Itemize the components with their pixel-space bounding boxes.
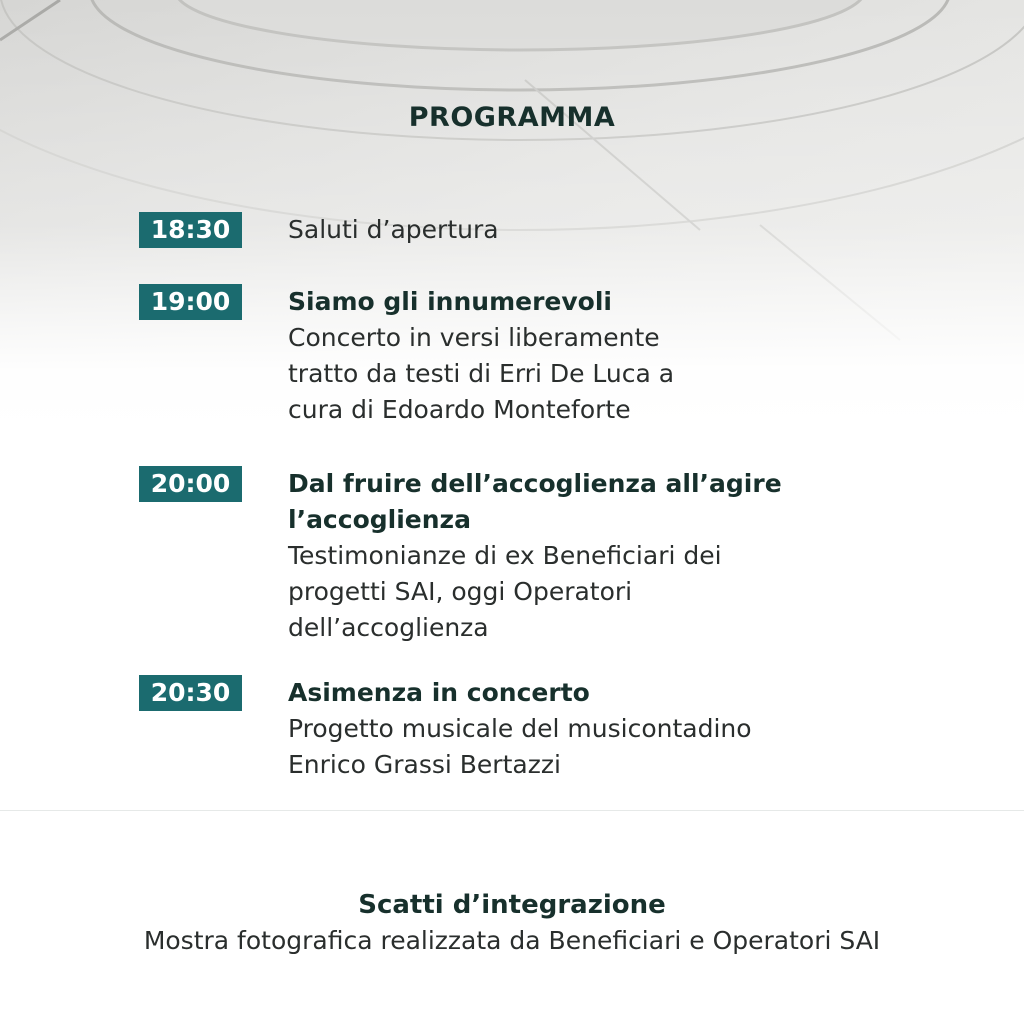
exhibition-subtitle: Mostra fotografica realizzata da Beneficiari e Operatori SAI xyxy=(143,926,881,955)
item-description-line: Progetto musicale del musicontadino xyxy=(288,714,752,743)
item-description-line: Enrico Grassi Bertazzi xyxy=(288,750,561,779)
time-badge: 18:30 xyxy=(139,212,242,248)
time-badge: 19:00 xyxy=(139,284,242,320)
item-text xyxy=(288,466,928,646)
section-divider xyxy=(0,810,1024,811)
item-description-line: cura di Edoardo Monteforte xyxy=(288,395,631,424)
item-description-line: Concerto in versi liberamente xyxy=(288,323,660,352)
item-headline: Asimenza in concerto xyxy=(288,678,590,707)
item-text xyxy=(288,284,928,428)
item-description-line: Testimonianze di ex Beneficiari dei xyxy=(288,541,722,570)
item-description-line: Saluti d’apertura xyxy=(288,215,499,244)
item-headline: Siamo gli innumerevoli xyxy=(288,287,612,316)
item-description-line: progetti SAI, oggi Operatori xyxy=(288,577,633,606)
item-text xyxy=(288,212,928,248)
item-headline: Dal fruire dell’accoglienza all’agire xyxy=(288,469,782,498)
time-badge: 20:00 xyxy=(139,466,242,502)
item-description-line: dell’accoglienza xyxy=(288,613,489,642)
time-badge: 20:30 xyxy=(139,675,242,711)
programme-title: PROGRAMMA xyxy=(408,102,616,133)
item-headline: l’accoglienza xyxy=(288,505,471,534)
exhibition-title: Scatti d’integrazione xyxy=(358,890,666,920)
item-description-line: tratto da testi di Erri De Luca a xyxy=(288,359,675,388)
item-text xyxy=(288,675,928,783)
